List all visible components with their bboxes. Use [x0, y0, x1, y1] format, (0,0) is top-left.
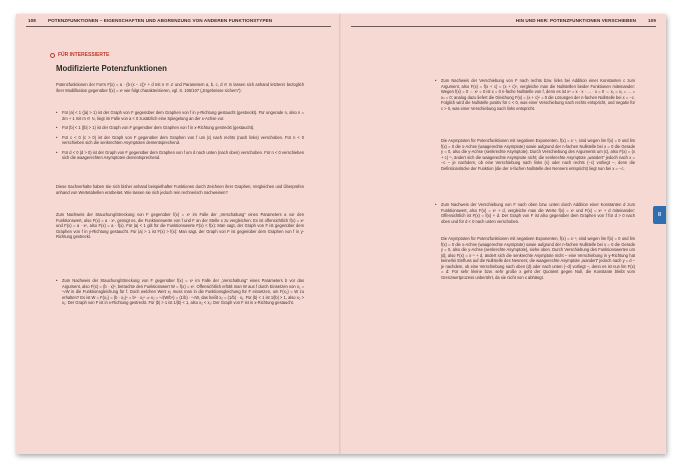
left-running-title: POTENZFUNKTIONEN – EIGENSCHAFTEN UND ABGRENZUNG VON ANDEREN FUNKTIONSTYPEN: [47, 18, 273, 23]
section-tag-label: FÜR INTERESSIERTE: [58, 52, 110, 58]
left-header-rule: [26, 26, 331, 27]
right-running-head: [516, 18, 656, 23]
shift-x-list: [435, 78, 635, 115]
list-item: • Für |a| < 1 (|a| > 1) ist der Graph von F gegenüber dem Graphen von f in y-Richtung gestaucht (gestreckt). Für ungerade n, also n = 2m + 1 mit m ∈ ℕ, liegt im Falle von a < 0 zusätzlich eine Spiegelung an der x-Achse vor.: [56, 110, 304, 121]
proof-a-paragraph: Zum Nachweis der Stauchung/Streckung von F gegenüber f(x) = xⁿ im Falle der „Verschaltung“ eines Parameters a vor den Funktionswert, also F(x) = a · xⁿ, genügt es, die Funktionswerte von f und F an der Stelle x zu vergleichen: Es ist offensichtlich f(x) = xⁿ und F(x) = a · xⁿ, also F(x) = a · f(x). Für |a| < 1 gilt für die Funktionswerte F(x) < f(x): Man sagt, der Graph von F ist gegenüber dem Graphen von f in y-Richtung gestaucht. Für |a| > 1 ist F(x) > f(x): Man sagt, der Graph von F ist gegenüber dem Graphen von f in y-Richtung gestreckt.: [56, 212, 304, 239]
parameter-list: [56, 110, 304, 165]
left-page-number: 108: [28, 18, 36, 23]
list-item: • Für |b| < 1 (|b| > 1) ist der Graph von F gegenüber dem Graphen von f in x-Richtung gestreckt (gestaucht).: [56, 125, 304, 131]
right-header-rule: [351, 26, 656, 27]
tag-circle-icon: [50, 53, 55, 58]
left-page: [16, 14, 341, 454]
shift-y-list: [435, 202, 635, 228]
right-page-number: 109: [648, 18, 656, 23]
asymptote-y-paragraph: Die Asymptoten für Potenzfunktionen mit negativen Exponenten, f(x) = x⁻ⁿ, sind wegen lim f(x) = 0 und lim f(x) = 0 die x-Achse (waagerechte Asymptote) sowie aufgrund der n-fachen Nullstelle bei x = 0 die Gerade y = 0, also die y-Achse (senkrechte Asymptote), siehe oben. Durch Verschiebung des Funktionswertes um |d|, also F(x) = x⁻ⁿ + d, ändert sich die senkrechte Asymptote nicht – eine Verschiebung in y-Richtung hat keinerlei Einfluss auf die Nullstelle des Nenners; die waagerechte Asymptote „wandert“ jedoch nach y = d – je nachdem, ob eine Verschiebung nach oben (d) oder nach unten (−d) vorliegt –, denn es ist nun lim F(x) = d: Für sehr kleine bzw. sehr große x geht der Quotient gegen Null, die Konstante bleibt vom Grenzwertprozess unberührt, da sie nicht von x abhängt.: [441, 236, 635, 280]
section-tag: [50, 52, 109, 58]
intro-paragraph: Potenzfunktionen der Form F(x) = a · (b·(x − c))ⁿ + d mit n ∈ ℤ und Parametern a, b, c, d ∈ ℝ lassen sich anhand letzterer bezüglich ihrer Modifikation gegenüber f(x) = xⁿ wie folgt charakterisieren, vgl. S. 106/107 („Ergebnisse sichern“):: [56, 82, 304, 93]
proof-b-list: [56, 278, 304, 310]
question-paragraph: Diese Sachverhalte haben Sie sich bisher anhand beispielhafter Funktionen durch Zeichnen ihrer Graphen, Vergleichen und Überprüfen anhand von Wertetabellen erarbeitet. Wie lassen sie sich jedoch rein rechnerisch nachweisen?: [56, 184, 304, 195]
list-item: • Zum Nachweis der Stauchung/Streckung von F gegenüber f(x) = xⁿ im Falle der „Verschaltung“ eines Parameters b vor das Argument, also F(x) = (b · x)ⁿ, betrachte den Funktionswert W = f(x) = xⁿ. Offensichtlich erhält man W aus f durch Einsetzen von x₁ = ⁿ√W in die Funktionsgleichung für f. Doch welchen Wert x₂ muss man in die Funktionsgleichung für F einsetzen, um F(x₂) = W zu erhalten? Es ist W = F(x₂) = (b · x₂)ⁿ = bⁿ · x₂ⁿ ⇒ x₂ = ⁿ√(W/bⁿ) = (1/b) · ⁿ√W, das heißt x₂ = (1/b) · x₁. Für |b| < 1 ist 1/|b| > 1, also x₂ > x₁: Der Graph von F ist in x-Richtung gestreckt. Für |b| > 1 ist 1/|b| < 1, also x₂ < x₁: Der Graph von F ist in x-Richtung gestaucht.: [56, 278, 304, 306]
right-page: [341, 14, 666, 454]
list-item: • Zum Nachweis der Verschiebung von F nach rechts bzw. links bei Addition einer Konstanten c zum Argument, also F(x) = f(x + c) = (x + c)ⁿ, vergleiche man die Nullstellen beider Funktionen miteinander: Wegen f(x) = 0 ⇔ xⁿ = 0 ist x = 0 n-fache Nullstelle von f, denn es ist xⁿ = x · x · … · x = 0 ⇔ x₁ = x₂ = … = xₙ = 0; analog dazu liefert die Gleichung F(x) = (x + c)ⁿ = 0 die Lösungen der n-fachen Nullstelle bei x = −c. Folglich wird die Nullstelle positiv für c < 0, was einer Verschiebung nach rechts entspricht, und negativ für c > 0, was einer Verschiebung nach links entspricht.: [435, 78, 635, 111]
right-running-title: HIN UND HER: POTENZFUNKTIONEN VERSCHIEBEN: [515, 18, 637, 23]
left-running-head: [28, 18, 272, 23]
list-item: • Für d < 0 (d > 0) ist der Graph von F gegenüber dem Graphen von f um d nach unten (nach oben) verschoben. Für n < 0 verschieben sich die waagerechten Asymptoten dementsprechend.: [56, 150, 304, 161]
page-title: Modifizierte Potenzfunktionen: [56, 64, 167, 73]
asymptote-x-paragraph: Die Asymptoten für Potenzfunktionen mit negativen Exponenten, f(x) = x⁻ⁿ, sind wegen lim f(x) = 0 und lim f(x) = 0 die x-Achse (waagerechte Asymptote) sowie aufgrund der n-fachen Nullstelle bei x = 0 die Gerade y = 0, also die y-Achse (senkrechte Asymptote). Durch Verschiebung des Arguments um |c|, also F(x) = (x + c)⁻ⁿ, ändert sich die waagerechte Asymptote nicht; die senkrechte Asymptote „wandert“ jedoch nach x = −c – je nachdem, ob eine Verschiebung nach links (c) oder nach rechts (−c) vorliegt –, denn die Definitionslücke der Funktion (die der n-fachen Nullstelle des Nenners entspricht) liegt nun bei x = −c.: [441, 138, 635, 171]
list-item: • Zum Nachweis der Verschiebung von F nach oben bzw. unten durch Addition einer Konstanten d zum Funktionswert, also F(x) = xⁿ + d, vergleiche man die Werte f(x) = xⁿ und F(x) = xⁿ + d miteinander: Offensichtlich ist F(x) = f(x) + d. Der Graph von F ist also gegenüber dem Graphen von f für d > 0 nach oben und für d < 0 nach unten verschoben.: [435, 202, 635, 224]
chapter-side-tab: II: [653, 206, 666, 224]
list-item: • Für c < 0 (c > 0) ist der Graph von F gegenüber dem Graphen von f um |c| nach rechts (nach links) verschoben. Für n < 0 verschieben sich die senkrechten Asymptoten dementsprechend.: [56, 135, 304, 146]
book-spread: [16, 14, 666, 454]
